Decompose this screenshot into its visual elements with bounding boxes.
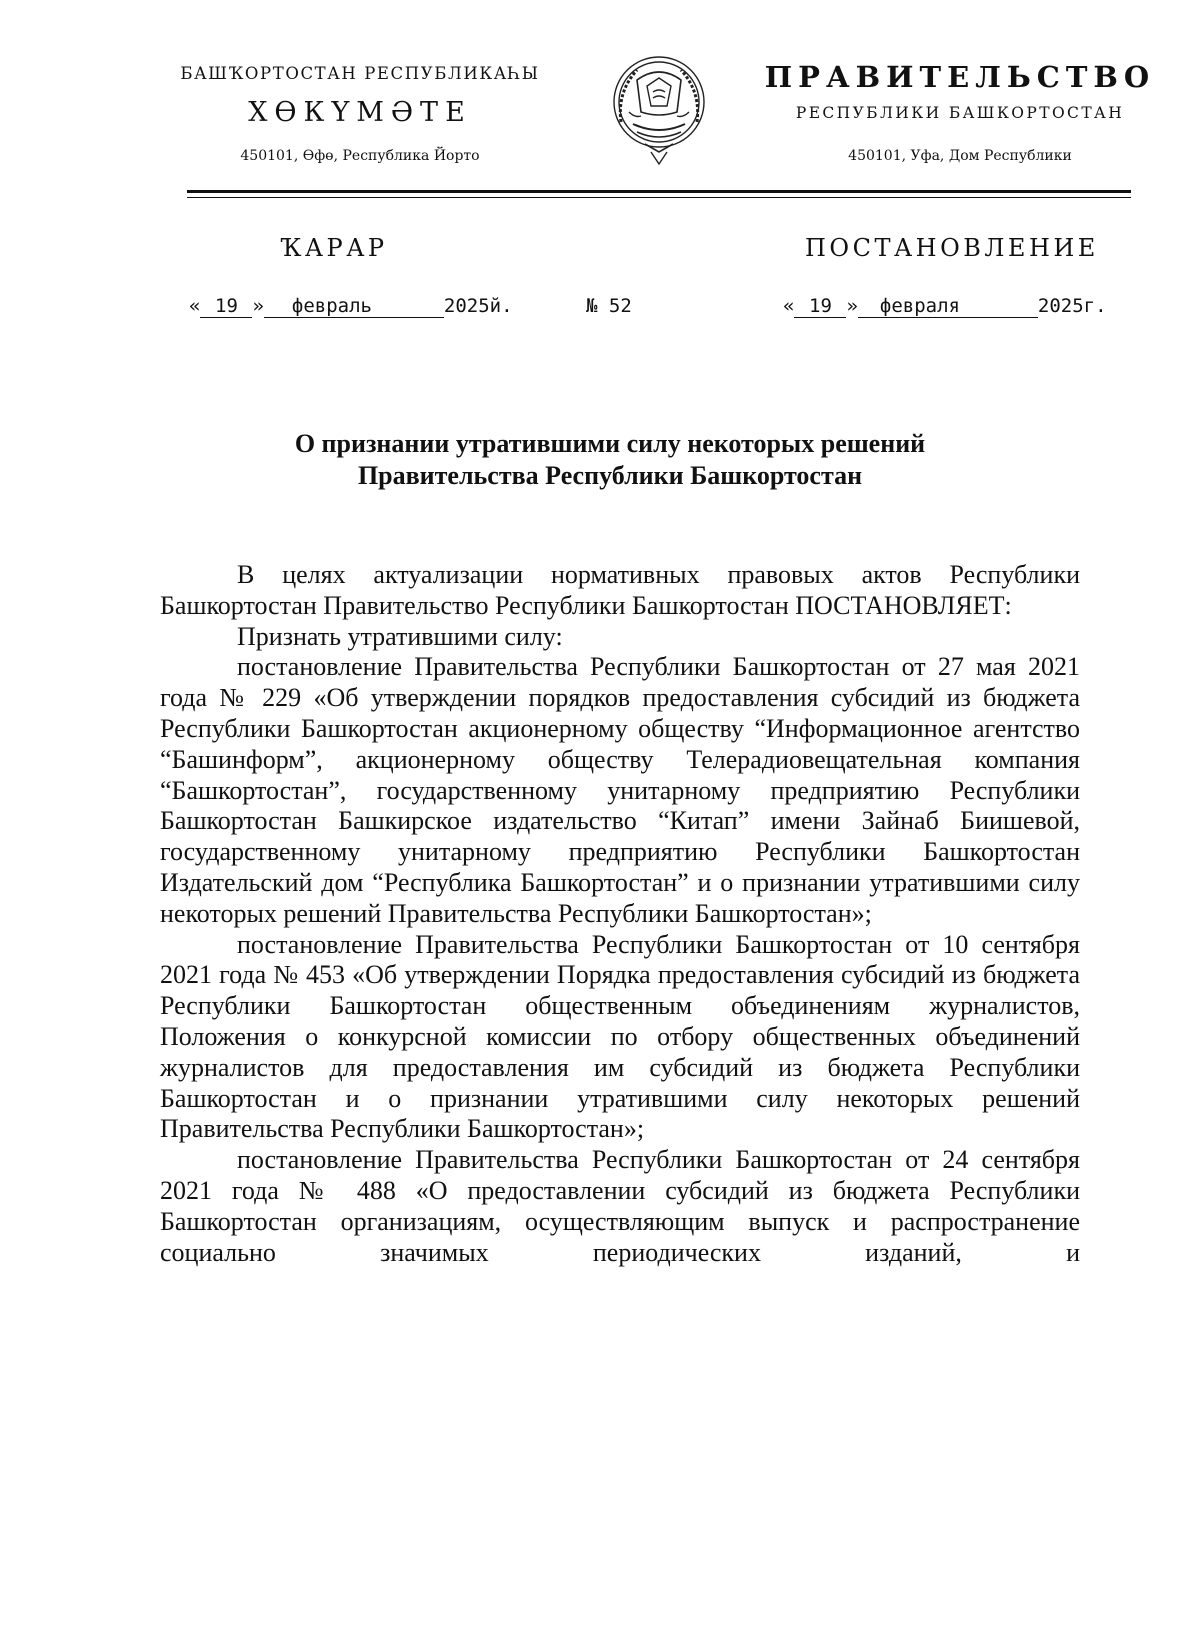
paragraph-intro: В целях актуализации нормативных правовых актов Республики Башкортостан Правительство Республики Башкортостан ПОСТАНОВЛЯЕТ: (160, 560, 1080, 620)
date-left-day: 19 (200, 296, 252, 318)
date-right-month: февраля (858, 296, 1038, 318)
header-right-republic: РЕСПУБЛИКИ БАШКОРТОСТАН (795, 104, 1125, 122)
header-left-government: ХӨКҮМӘТЕ (248, 97, 472, 128)
doc-kind-postanovlenie: ПОСТАНОВЛЕНИЕ (805, 234, 1099, 262)
date-left-open-quote: « (189, 295, 201, 317)
paragraph-item-2: постановление Правительства Республики Башкортостан от 10 сентября 2021 года № 453 «Об утверждении Порядка предоставления субсидий из бюджета Республики Башкортостан общественным объединениям журналистов, Положения о конкурсной комиссии по отбору общественных объединений журналистов для предоставления им субсидий из бюджета Республики Башкортостан и о признании утратившими силу некоторых решений Правительства Республики Башкортостан»; (160, 929, 1080, 1144)
date-left-close-quote: » (252, 295, 264, 317)
paragraph-item-3: постановление Правительства Республики Башкортостан от 24 сентября 2021 года № 488 «О предоставлении субсидий из бюджета Республики Башкортостан организациям, осуществляющим выпуск и распространение социально значимых периодических изданий, и (160, 1145, 1080, 1267)
header-right-government: ПРАВИТЕЛЬСТВО (764, 60, 1156, 94)
header-divider-thick (187, 190, 1131, 193)
document-body (160, 560, 1080, 1268)
header-divider-thin (187, 197, 1131, 198)
document-number: № 52 (586, 295, 632, 317)
header-left-republic: БАШҠОРТОСТАН РЕСПУБЛИКАҺЫ (180, 64, 540, 83)
date-left-year-prefix: 20 (443, 295, 467, 317)
paragraph-decide: Признать утратившими силу: (237, 621, 563, 651)
title-line-2: Правительства Республики Башкортостан (357, 461, 863, 490)
date-left-year-suffix: 25й. (466, 295, 513, 317)
title-line-1: О признании утратившими силу некоторых решений (294, 429, 926, 458)
date-right-year-prefix: 20 (1037, 295, 1061, 317)
document-title (150, 428, 1070, 492)
header-left-address: 450101, Өфө, Республика Йорто (240, 148, 480, 164)
date-right-year-suffix: 25г. (1060, 295, 1107, 317)
bashkortostan-coat-of-arms-icon (607, 52, 711, 170)
paragraph-item-1: постановление Правительства Республики Башкортостан от 27 мая 2021 года № 229 «Об утверждении порядков предоставления субсидий из бюджета Республики Башкортостан акционерному обществу “Информационное агентство “Башинформ”, акционерному обществу Телерадиовещательная компания “Башкортостан”, государственному унитарному предприятию Республики Башкортостан Башкирское издательство “Китап” имени Зайнаб Биишевой, государственному унитарному предприятию Республики Башкортостан Издательский дом “Республика Башкортостан” и о признании утратившими силу некоторых решений Правительства Республики Башкортостан»; (160, 652, 1080, 928)
date-right-close-quote: » (846, 295, 858, 317)
header-right-address: 450101, Уфа, Дом Республики (848, 148, 1072, 164)
date-right-day: 19 (794, 296, 846, 318)
date-right-open-quote: « (783, 295, 795, 317)
date-left-month: февраль (264, 296, 444, 318)
doc-kind-karar: ҠАРАР (280, 234, 388, 262)
date-left (189, 295, 513, 318)
date-right (783, 295, 1107, 318)
